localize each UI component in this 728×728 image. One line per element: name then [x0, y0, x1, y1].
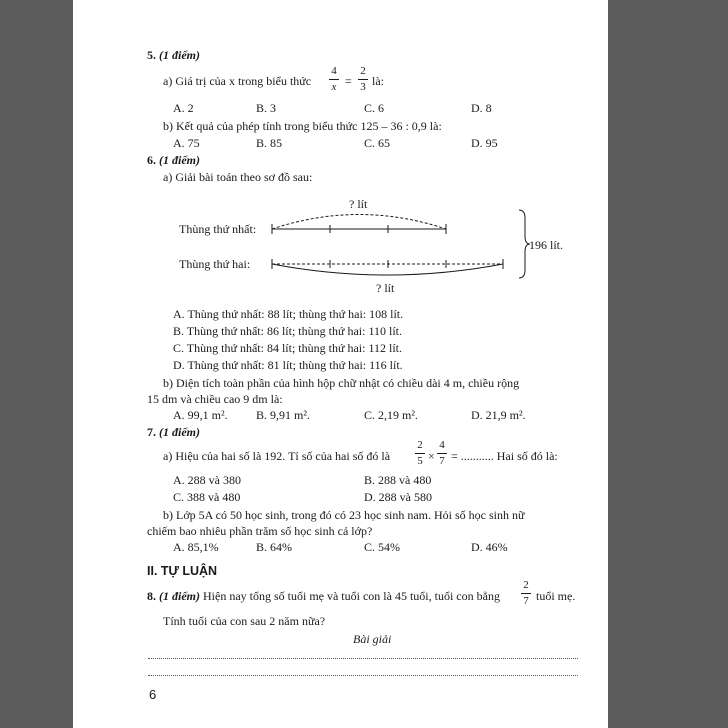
q5b-option-d: D. 95 — [471, 136, 498, 150]
q5a-option-b: B. 3 — [256, 101, 277, 115]
q5a-frac2-den: 3 — [360, 81, 366, 93]
q5-points: (1 điểm) — [159, 48, 200, 62]
q5a-equals: = — [345, 74, 352, 88]
segment-diagram — [73, 0, 608, 300]
diagram-total: 196 lít. — [529, 238, 564, 252]
q7b-option-a: A. 85,1% — [173, 540, 219, 554]
q7a-frac1-den: 5 — [417, 455, 423, 467]
q8-points: (1 điểm) — [159, 589, 200, 603]
q8-frac-bar — [521, 593, 531, 594]
q7-header — [147, 425, 200, 439]
solution-label: Bài giải — [353, 632, 392, 646]
total-brace — [519, 210, 530, 278]
q7a-frac2-den: 7 — [439, 455, 445, 467]
q7-number: 7. — [147, 425, 156, 439]
left-background-bar — [0, 0, 73, 728]
q5a-frac1-num: 4 — [331, 65, 337, 77]
section-2-heading: II. TỰ LUẬN — [147, 564, 218, 578]
answer-line-1 — [148, 658, 578, 659]
q8-frac-den: 7 — [523, 595, 529, 607]
page-number: 6 — [149, 687, 157, 702]
q6b-option-d: D. 21,9 m². — [471, 408, 526, 422]
q7a-option-d: D. 288 và 580 — [364, 490, 432, 504]
q6a-text: a) Giải bài toán theo sơ đồ sau: — [163, 170, 313, 184]
q7a-frac1-num: 2 — [417, 439, 423, 451]
q8-line2: Tính tuổi của con sau 2 năm nữa? — [163, 614, 326, 628]
q7a-prefix: a) Hiệu của hai số là 192. Tỉ số của hai số đó là — [163, 449, 391, 463]
diagram-row1-label: Thùng thứ nhất: — [179, 222, 257, 236]
q7b-line2: chiếm bao nhiêu phần trăm số học sinh cả lớp? — [147, 524, 373, 538]
q5b-option-c: C. 65 — [364, 136, 391, 150]
q5a-frac1-den: x — [331, 81, 337, 93]
q6b-line2: 15 dm và chiều cao 9 dm là: — [147, 392, 283, 406]
right-background-bar — [608, 0, 728, 728]
q7a-times: × — [428, 449, 435, 463]
q6b-option-b: B. 9,91 m². — [256, 408, 310, 422]
q7a-frac2-bar — [437, 453, 447, 454]
q5a-option-d: D. 8 — [471, 101, 492, 115]
q7a-frac1-bar — [415, 453, 425, 454]
q5a-frac2-num: 2 — [360, 65, 366, 77]
diagram-top-question: ? lít — [349, 197, 368, 211]
q7b-line1: b) Lớp 5A có 50 học sinh, trong đó có 23 học sinh nam. Hỏi số học sinh nữ — [163, 508, 525, 522]
q8-body: Hiện nay tổng số tuổi mẹ và tuổi con là 45 tuổi, tuổi con bằng — [203, 589, 500, 603]
q7-points: (1 điểm) — [159, 425, 200, 439]
q6-points: (1 điểm) — [159, 153, 200, 167]
q5b-option-a: A. 75 — [173, 136, 200, 150]
q5a-option-c: C. 6 — [364, 101, 385, 115]
answer-line-2 — [148, 675, 578, 676]
q8-text — [147, 589, 500, 603]
q6b-line1: b) Diện tích toàn phần của hình hộp chữ nhật có chiều dài 4 m, chiều rộng — [163, 376, 520, 390]
q6a-option-a: A. Thùng thứ nhất: 88 lít; thùng thứ hai: 108 lít. — [173, 307, 404, 321]
q5a-option-a: A. 2 — [173, 101, 194, 115]
q6-number: 6. — [147, 153, 156, 167]
q7a-frac2-num: 4 — [439, 439, 445, 451]
q8-suffix: tuổi mẹ. — [536, 589, 576, 603]
q7a-option-a: A. 288 và 380 — [173, 473, 241, 487]
q7b-option-c: C. 54% — [364, 540, 400, 554]
diagram-bottom-question: ? lít — [376, 281, 395, 295]
q6a-option-b: B. Thùng thứ nhất: 86 lít; thùng thứ hai: 110 lít. — [173, 324, 403, 338]
q6a-option-d: D. Thùng thứ nhất: 81 lít; thùng thứ hai: 116 lít. — [173, 358, 403, 372]
q7b-option-d: D. 46% — [471, 540, 508, 554]
q6b-option-c: C. 2,19 m². — [364, 408, 418, 422]
q6a-option-c: C. Thùng thứ nhất: 84 lít; thùng thứ hai: 112 lít. — [173, 341, 403, 355]
q5b-text: b) Kết quả của phép tính trong biểu thức 125 – 36 : 0,9 là: — [163, 119, 442, 133]
q5-number: 5. — [147, 48, 156, 62]
document-page — [73, 0, 608, 728]
q8-number: 8. — [147, 589, 156, 603]
q7a-suffix: = ........... Hai số đó là: — [451, 449, 558, 463]
q5a-prefix: a) Giá trị của x trong biểu thức — [163, 74, 312, 88]
q8-frac-num: 2 — [523, 579, 529, 591]
q7a-option-b: B. 288 và 480 — [364, 473, 432, 487]
q7b-option-b: B. 64% — [256, 540, 292, 554]
q5a-suffix: là: — [372, 74, 384, 88]
q7a-option-c: C. 388 và 480 — [173, 490, 241, 504]
top-dashed-arc — [272, 215, 446, 230]
q6b-option-a: A. 99,1 m². — [173, 408, 228, 422]
diagram-row2-label: Thùng thứ hai: — [179, 257, 251, 271]
q5b-option-b: B. 85 — [256, 136, 283, 150]
